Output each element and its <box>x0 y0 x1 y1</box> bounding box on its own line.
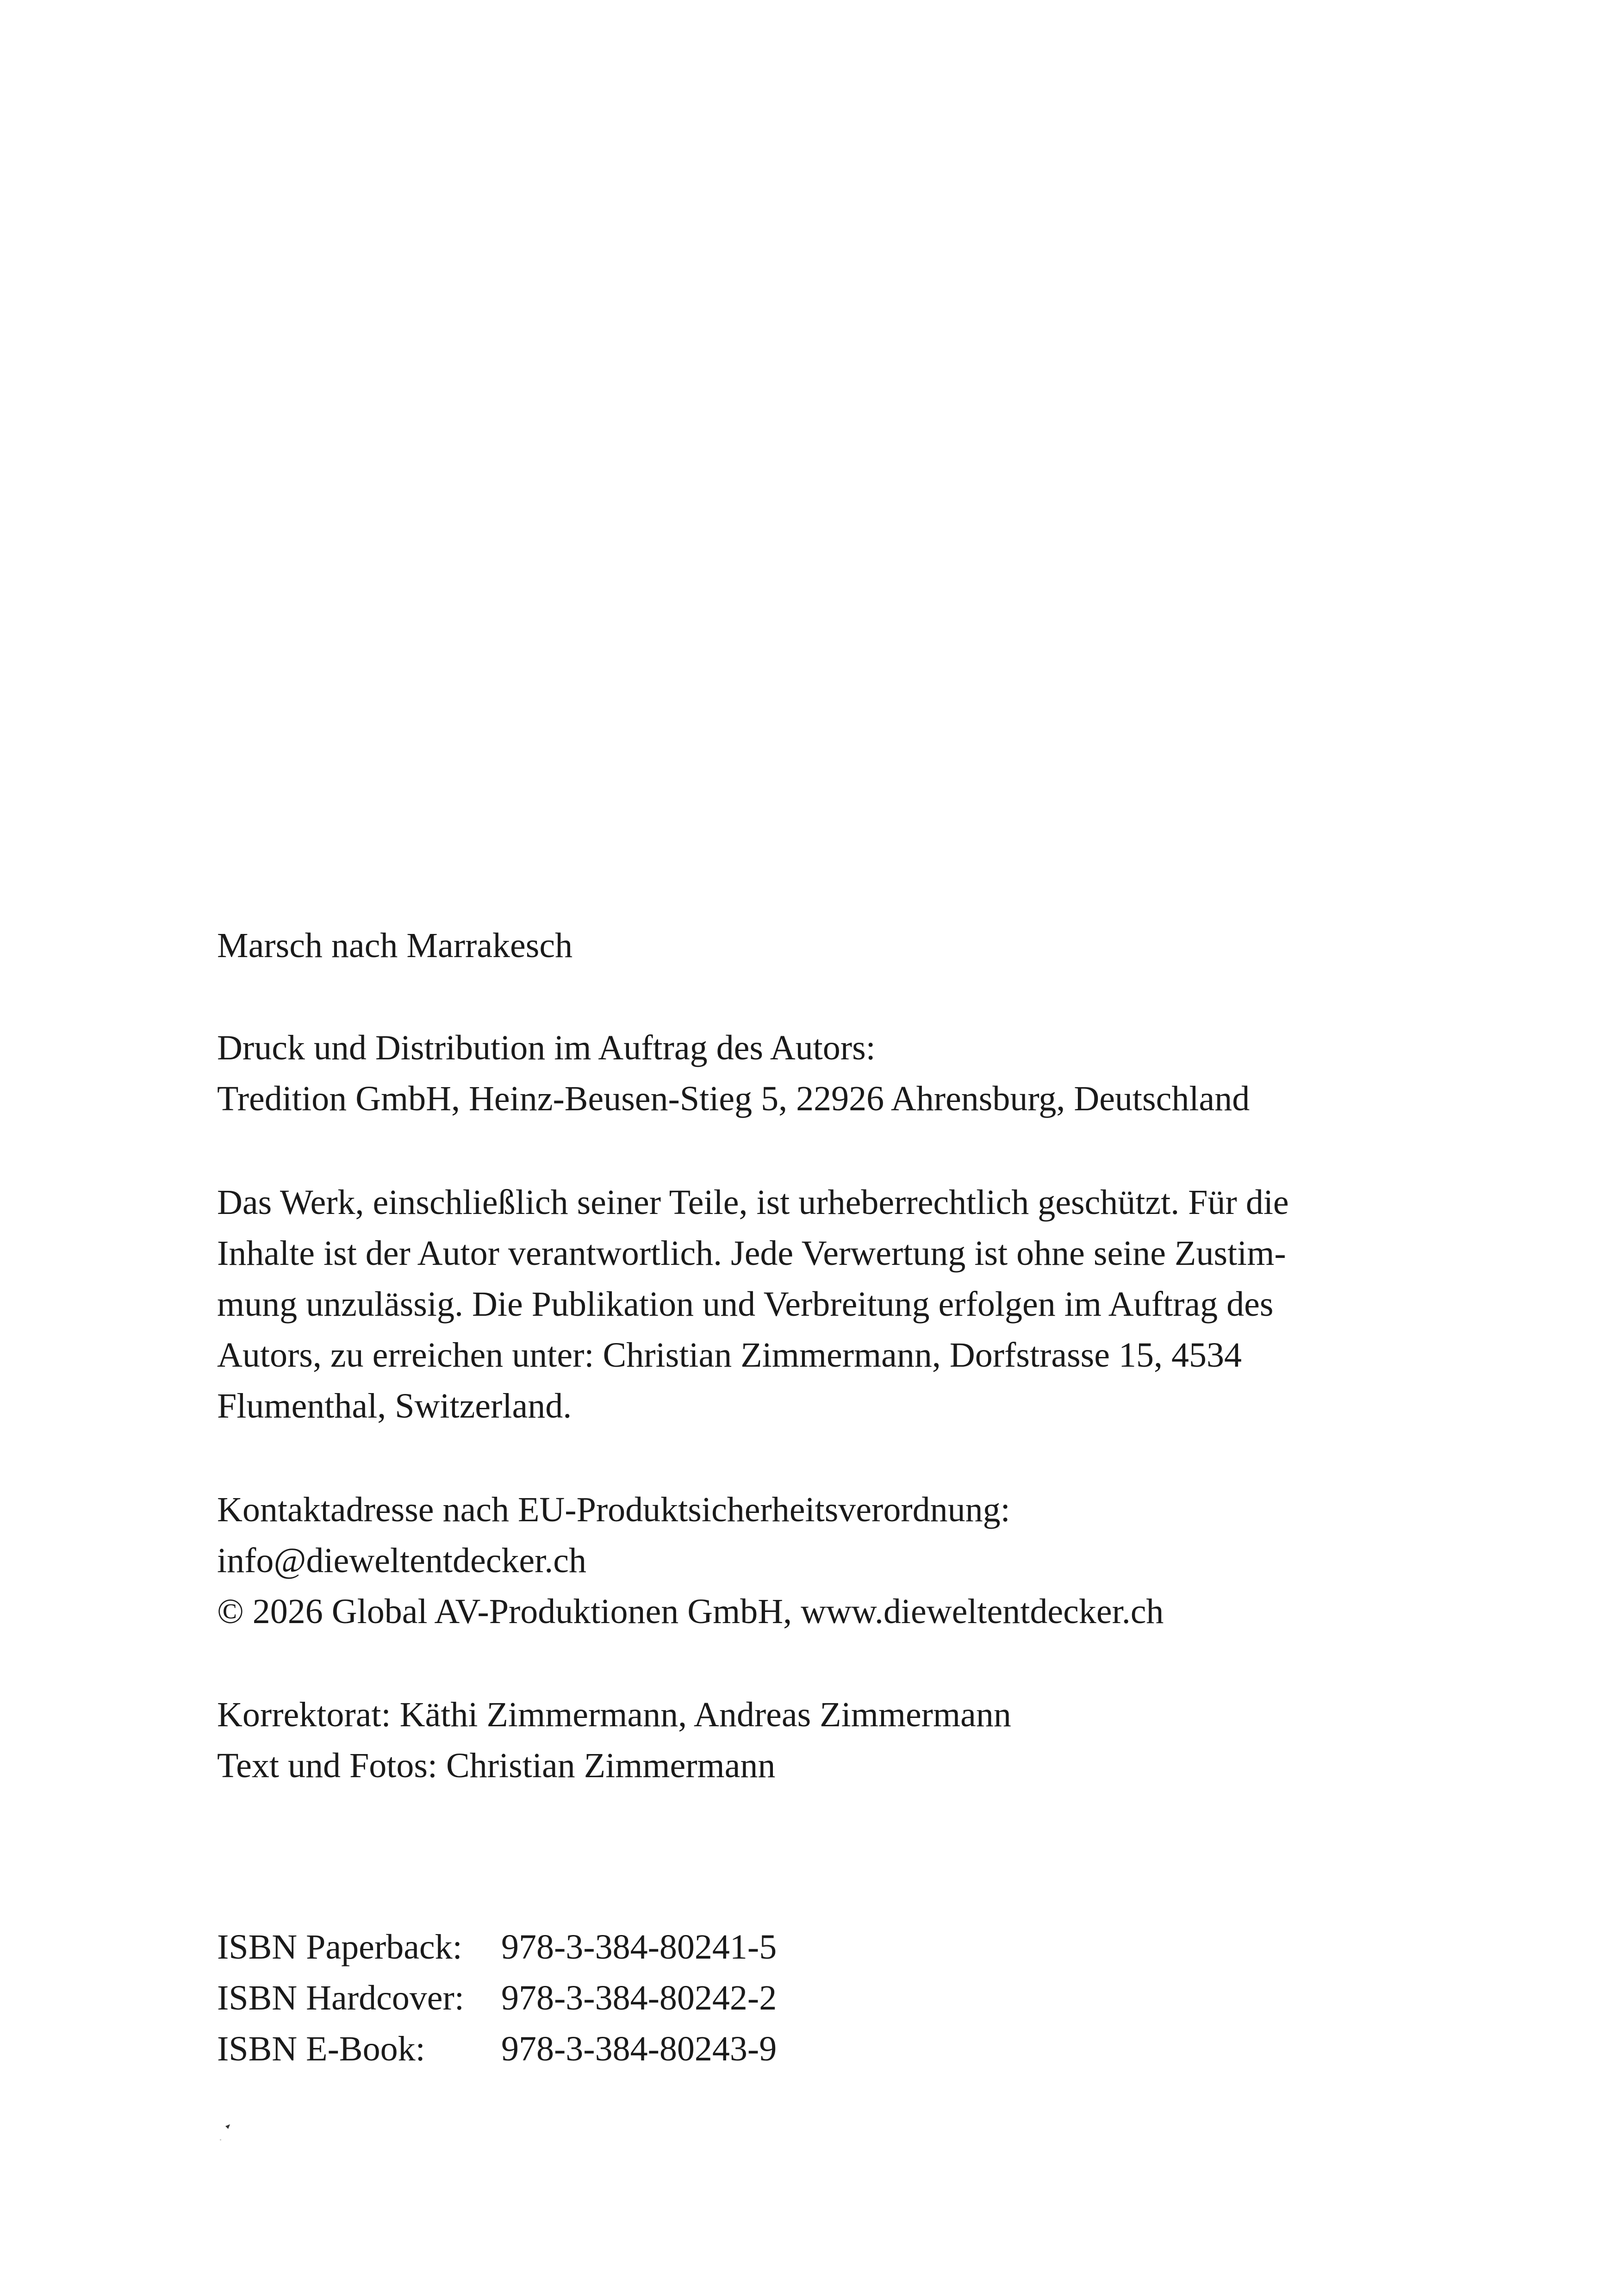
copyright-notice-line: Inhalte ist der Autor verantwortlich. Jede Verwertung ist ohne seine Zustim- <box>217 1234 1286 1273</box>
copyright-notice-line: Autors, zu erreichen unter: Christian Zimmermann, Dorfstrasse 15, 4534 <box>217 1336 1242 1375</box>
credits-text-photos: Text und Fotos: Christian Zimmermann <box>217 1746 776 1785</box>
print-mark-icon <box>219 2123 233 2142</box>
isbn-value: 978-3-384-80242-2 <box>501 1979 777 2017</box>
book-title-text: Marsch nach Marrakesch <box>217 926 573 965</box>
distribution-section <box>217 1022 1467 1124</box>
isbn-label: ISBN Hardcover: <box>217 1979 464 2017</box>
isbn-row-paperback <box>217 1922 1467 1972</box>
distribution-line-1: Druck und Distribution im Auftrag des Autors: <box>217 1028 876 1067</box>
isbn-value: 978-3-384-80243-9 <box>501 2029 777 2068</box>
contact-email: info@dieweltentdecker.ch <box>217 1541 586 1580</box>
copyright-line: © 2026 Global AV-Produktionen GmbH, www.dieweltentdecker.ch <box>217 1592 1164 1631</box>
credits-section <box>217 1689 1467 1791</box>
distribution-line-2: Tredition GmbH, Heinz-Beusen-Stieg 5, 22926 Ahrensburg, Deutschland <box>217 1079 1250 1118</box>
isbn-section <box>217 1922 1467 2074</box>
isbn-row-ebook <box>217 2023 1467 2074</box>
contact-section <box>217 1484 1467 1637</box>
isbn-label: ISBN E-Book: <box>217 2029 425 2068</box>
contact-heading: Kontaktadresse nach EU-Produktsicherheitsverordnung: <box>217 1490 1010 1529</box>
copyright-notice-line: Das Werk, einschließlich seiner Teile, ist urheberrechtlich geschützt. Für die <box>217 1183 1289 1222</box>
isbn-label: ISBN Paperback: <box>217 1928 462 1966</box>
copyright-notice-line: mung unzulässig. Die Publikation und Verbreitung erfolgen im Auftrag des <box>217 1285 1274 1324</box>
isbn-row-hardcover <box>217 1972 1467 2023</box>
copyright-notice-section <box>217 1177 1467 1431</box>
isbn-value: 978-3-384-80241-5 <box>501 1928 777 1966</box>
copyright-notice-line: Flumenthal, Switzerland. <box>217 1387 572 1425</box>
credits-proofreading: Korrektorat: Käthi Zimmermann, Andreas Zimmermann <box>217 1695 1011 1734</box>
book-title <box>217 920 1467 971</box>
